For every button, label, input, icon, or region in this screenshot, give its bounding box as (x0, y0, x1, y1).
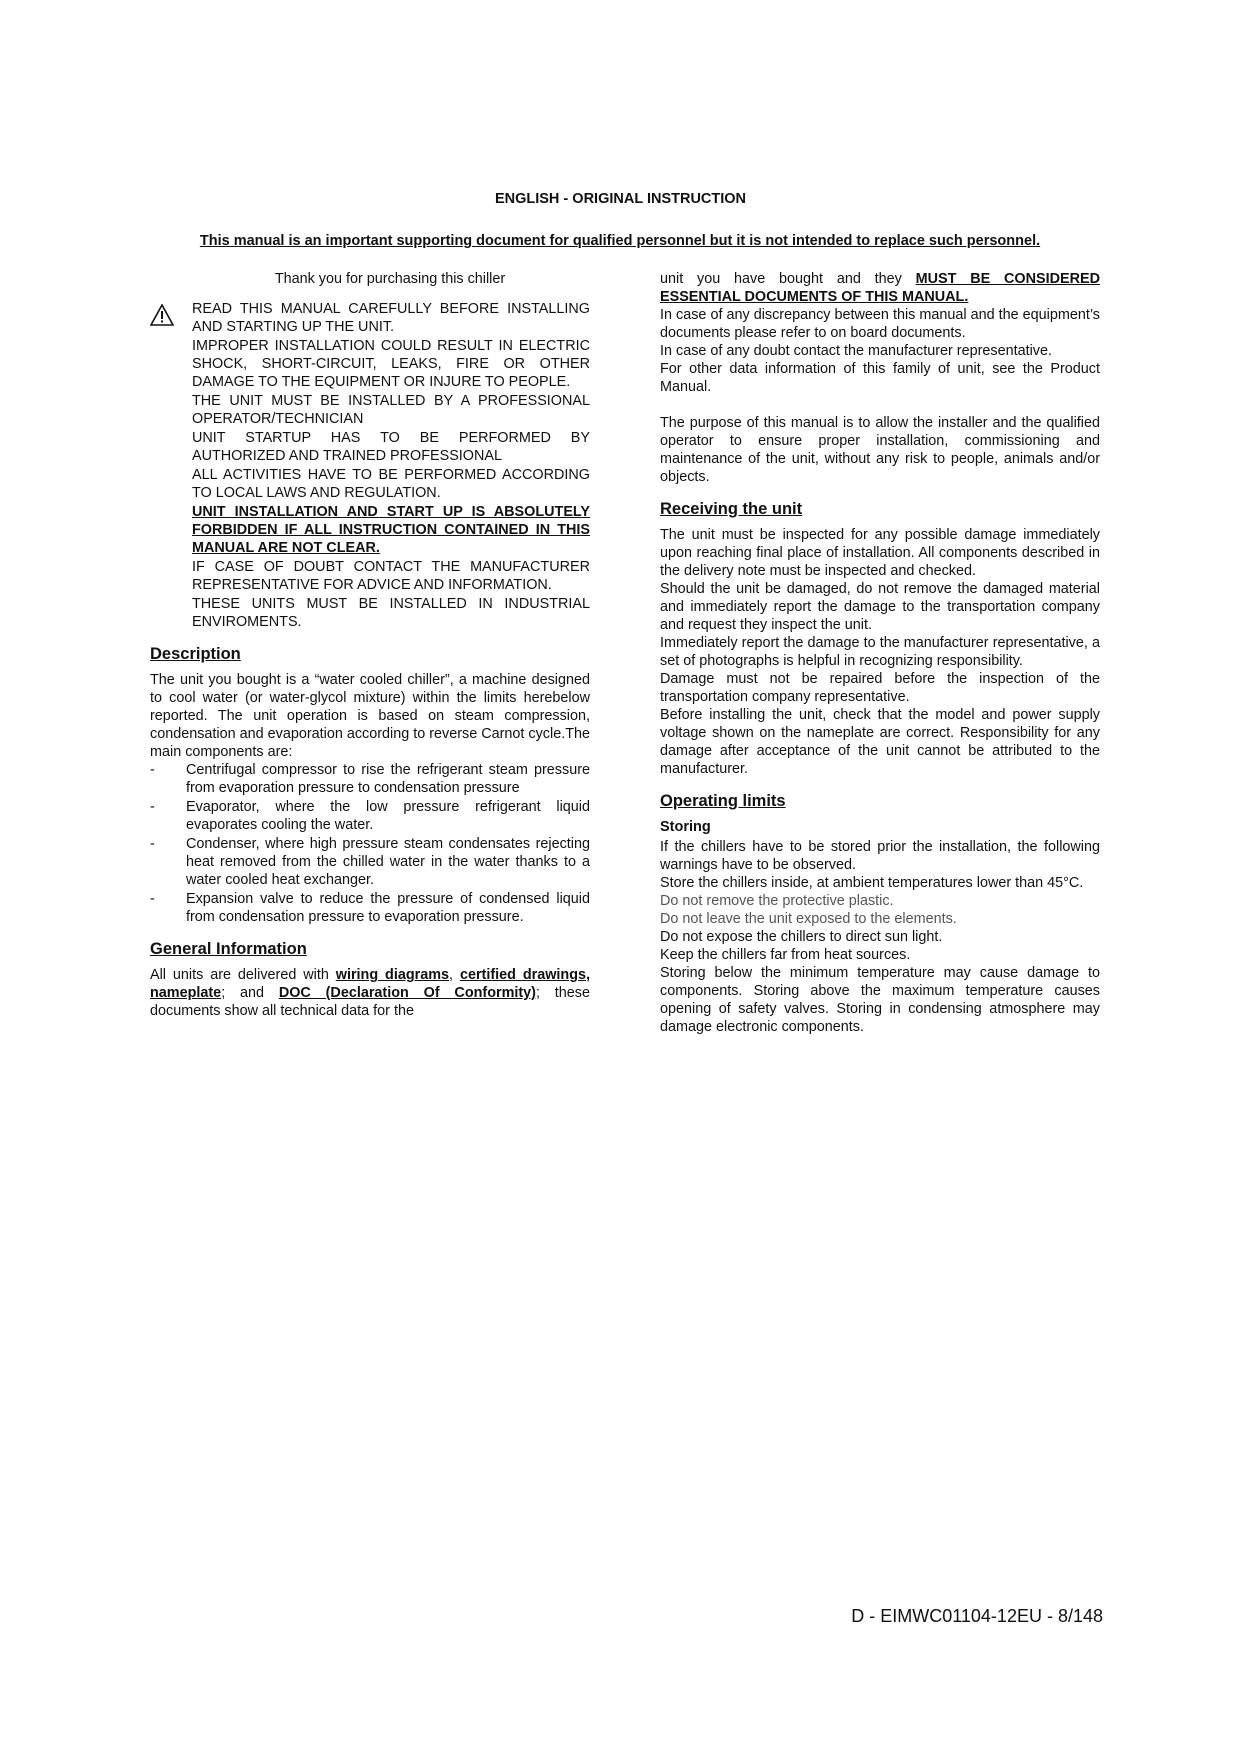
paragraph: The unit must be inspected for any possible damage immediately upon reaching final place of installation. All components described in the delivery note must be inspected and checked. (660, 527, 1100, 579)
text-run: unit you have bought and they (660, 271, 916, 287)
warning-line: ALL ACTIVITIES HAVE TO BE PERFORMED ACCORDING TO LOCAL LAWS AND REGULATION. (192, 467, 590, 501)
list-item-text: Centrifugal compressor to rise the refrigerant steam pressure from evaporation pressure to condensation pressure (186, 762, 590, 796)
storing-subheading: Storing (660, 819, 711, 835)
text-run: All units are delivered with (150, 967, 336, 983)
wiring-diagrams-ref: wiring diagrams (335, 967, 450, 983)
continuation-text (660, 270, 1100, 306)
list-item-text: Condenser, where high pressure steam condensates rejecting heat removed from the chilled water in the water thanks to a water cooled heat exchanger. (186, 836, 590, 888)
page-heading: ENGLISH - ORIGINAL INSTRUCTION (494, 191, 747, 207)
warning-line: READ THIS MANUAL CAREFULLY BEFORE INSTALLING AND STARTING UP THE UNIT. (192, 301, 590, 335)
list-item (150, 890, 590, 926)
nameplate-ref: nameplate (150, 985, 222, 1001)
paragraph: Storing below the minimum temperature may cause damage to components. Storing above the maximum temperature causes opening of safety valves. Storing in condensing atmosphere may damage electronic components. (660, 965, 1100, 1035)
general-information-text (150, 966, 590, 1020)
warning-block (150, 300, 590, 631)
paragraph: Damage must not be repaired before the inspection of the transportation company representative. (660, 671, 1100, 705)
list-item (150, 798, 590, 834)
paragraph: Do not remove the protective plastic. (660, 893, 894, 909)
paragraph: Do not expose the chillers to direct sun light. (660, 929, 943, 945)
list-item-text: Evaporator, where the low pressure refrigerant liquid evaporates cooling the water. (186, 799, 590, 833)
certified-drawings-ref: certified drawings, (459, 967, 591, 983)
description-heading: Description (150, 645, 241, 663)
thanks-text: Thank you for purchasing this chiller (274, 271, 506, 287)
intro-line: This manual is an important supporting document for qualified personnel but it is not intended to replace such personnel. (199, 233, 1041, 249)
warning-line: THE UNIT MUST BE INSTALLED BY A PROFESSIONAL OPERATOR/TECHNICIAN (192, 393, 590, 427)
dash: - (150, 762, 155, 778)
warning-line: UNIT STARTUP HAS TO BE PERFORMED BY AUTHORIZED AND TRAINED PROFESSIONAL (192, 430, 590, 464)
paragraph: Before installing the unit, check that the model and power supply voltage shown on the nameplate are correct. Responsibility for any damage after acceptance of the unit cannot be attributed to the manufacturer. (660, 707, 1100, 777)
text-run: , (449, 967, 460, 983)
paragraph: Store the chillers inside, at ambient temperatures lower than 45°C. (660, 875, 1084, 891)
description-text: The unit you bought is a “water cooled chiller”, a machine designed to cool water (or water-glycol mixture) within the limits herebelow reported. The unit operation is based on steam compression, condensation and evaporation according to reverse Carnot cycle.The main components are: (150, 672, 590, 760)
warning-line: IF CASE OF DOUBT CONTACT THE MANUFACTURER REPRESENTATIVE FOR ADVICE AND INFORMATION. (192, 559, 590, 593)
document-code-footer: D - EIMWC01104-12EU - 8/148 (851, 1606, 1103, 1626)
warning-line: IMPROPER INSTALLATION COULD RESULT IN ELECTRIC SHOCK, SHORT-CIRCUIT, LEAKS, FIRE OR OTHER DAMAGE TO THE EQUIPMENT OR INJURE TO PEOPLE. (192, 338, 590, 390)
doc-ref: DOC (Declaration Of Conformity) (278, 985, 536, 1001)
essential-documents-note: MUST BE CONSIDERED ESSENTIAL DOCUMENTS OF THIS MANUAL. (660, 271, 1100, 305)
paragraph: In case of any doubt contact the manufacturer representative. (660, 343, 1052, 359)
paragraph: Should the unit be damaged, do not remove the damaged material and immediately report the damage to the transportation company and request they inspect the unit. (660, 581, 1100, 633)
right-column (660, 270, 1100, 1036)
paragraph: For other data information of this family of unit, see the Product Manual. (660, 361, 1100, 395)
warning-forbidden: UNIT INSTALLATION AND START UP IS ABSOLUTELY FORBIDDEN IF ALL INSTRUCTION CONTAINED IN THIS MANUAL ARE NOT CLEAR. (192, 504, 590, 556)
warning-triangle-icon (150, 304, 174, 326)
receiving-heading: Receiving the unit (660, 500, 803, 518)
dash: - (150, 799, 155, 815)
text-run: ; these documents show all technical data for the (150, 985, 590, 1019)
dash: - (150, 836, 155, 852)
components-list (150, 761, 590, 926)
list-item (150, 761, 590, 797)
operating-limits-heading: Operating limits (660, 792, 786, 810)
paragraph: If the chillers have to be stored prior the installation, the following warnings have to be observed. (660, 839, 1100, 873)
paragraph: Do not leave the unit exposed to the elements. (660, 911, 957, 927)
dash: - (150, 891, 155, 907)
paragraph: Immediately report the damage to the manufacturer representative, a set of photographs is helpful in recognizing responsibility. (660, 635, 1100, 669)
paragraph: In case of any discrepancy between this manual and the equipment’s documents please refer to on board documents. (660, 307, 1100, 341)
list-item-text: Expansion valve to reduce the pressure of condensed liquid from condensation pressure to evaporation pressure. (186, 891, 590, 925)
list-item (150, 835, 590, 889)
paragraph: Keep the chillers far from heat sources. (660, 947, 911, 963)
purpose-text: The purpose of this manual is to allow the installer and the qualified operator to ensure proper installation, commissioning and maintenance of the unit, without any risk to people, animals and/or objects. (660, 415, 1100, 485)
warning-line: THESE UNITS MUST BE INSTALLED IN INDUSTRIAL ENVIROMENTS. (192, 596, 590, 630)
text-run: ; and (221, 985, 279, 1001)
general-information-heading: General Information (150, 940, 307, 958)
left-column (150, 270, 590, 1020)
